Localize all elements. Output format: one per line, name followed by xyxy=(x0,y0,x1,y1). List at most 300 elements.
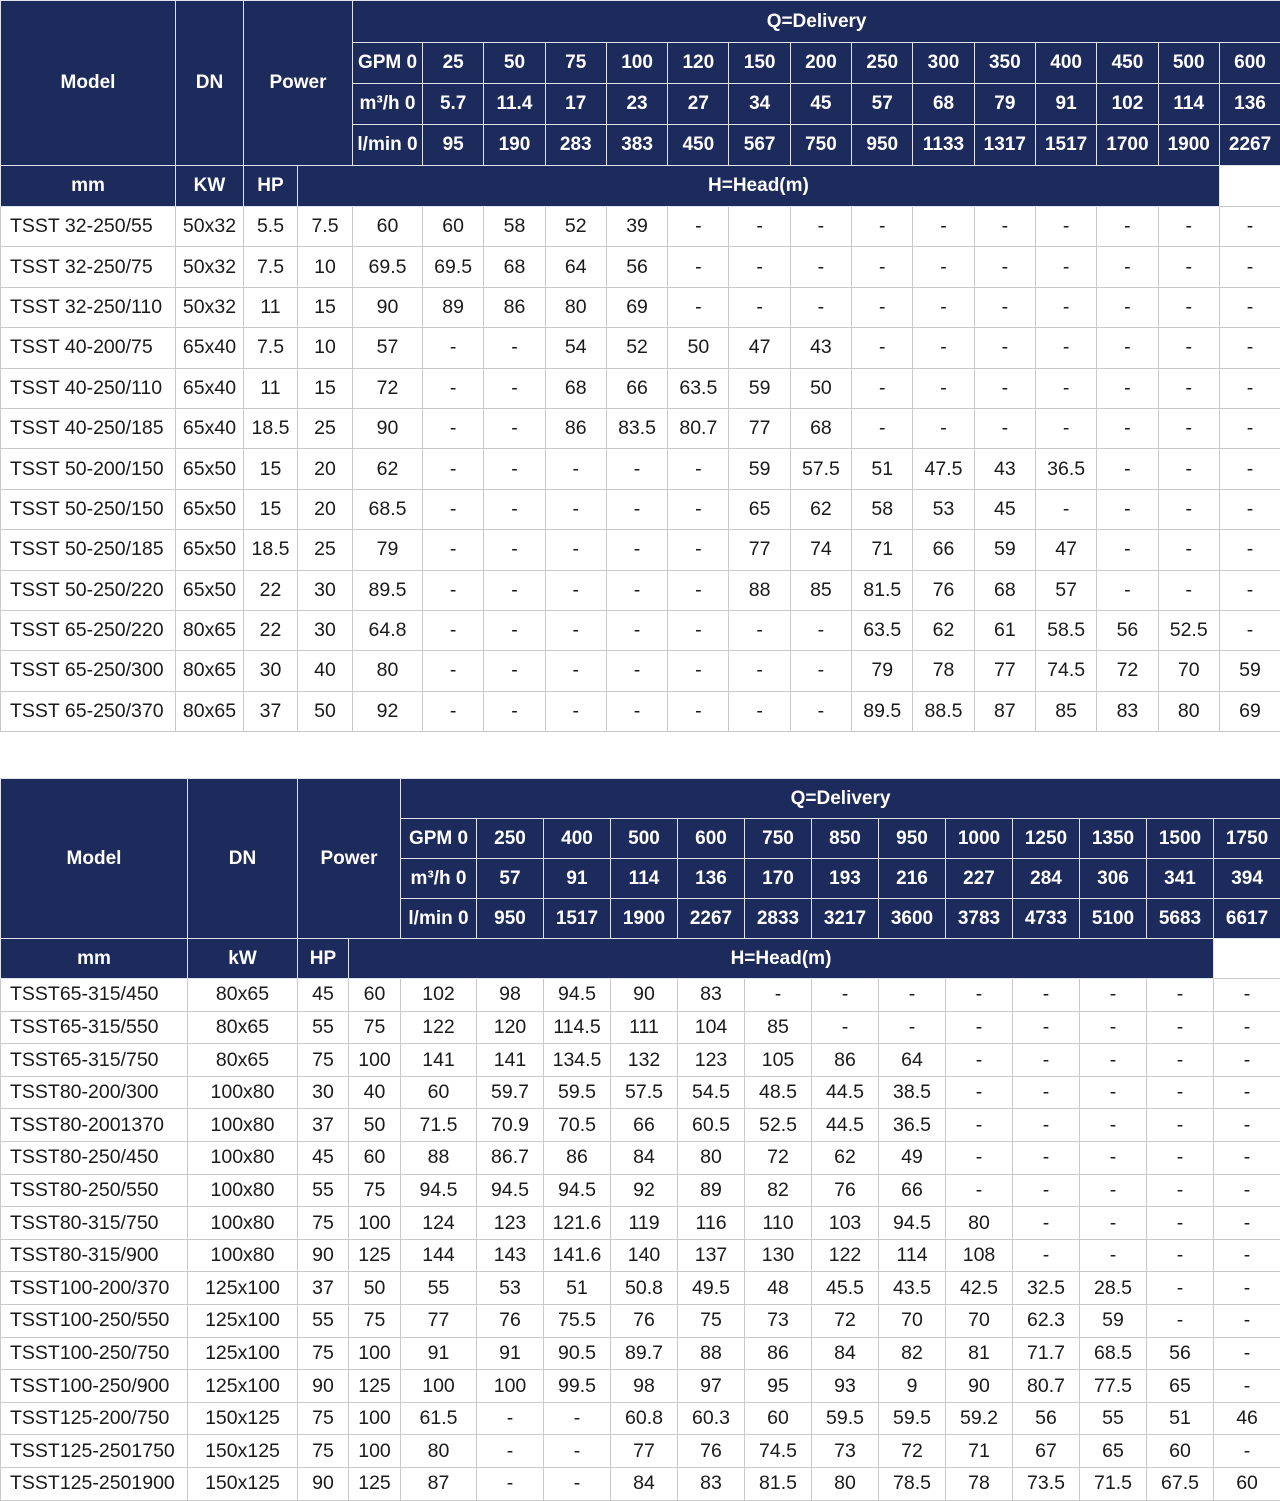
head-value-cell: - xyxy=(606,570,667,610)
table-row xyxy=(1,1370,1280,1403)
model-cell: TSST80-315/750 xyxy=(1,1207,188,1240)
head-value-cell: - xyxy=(946,1174,1013,1207)
head-value-cell: 38.5 xyxy=(879,1076,946,1109)
flow-gpm-header: 950 xyxy=(879,819,946,859)
model-cell: TSST 40-200/75 xyxy=(1,328,176,368)
dn-cell: 50x32 xyxy=(176,207,244,247)
head-value-cell: 103 xyxy=(812,1207,879,1240)
head-value-cell: 89 xyxy=(678,1174,745,1207)
head-value-cell: 93 xyxy=(812,1370,879,1403)
kw-cell: 45 xyxy=(298,979,349,1012)
head-value-cell: 94.5 xyxy=(879,1207,946,1240)
unit-header-kw: KW xyxy=(176,166,244,207)
hp-cell: 100 xyxy=(349,1044,401,1077)
head-value-cell: 90 xyxy=(611,979,678,1012)
head-value-cell: - xyxy=(423,489,484,529)
head-value-cell: - xyxy=(1158,287,1219,327)
head-value-cell: - xyxy=(1013,1011,1080,1044)
head-value-cell: - xyxy=(423,328,484,368)
head-value-cell: - xyxy=(423,408,484,448)
flow-m3h-header: m³/h 0 xyxy=(401,859,477,899)
flow-m3h-header: m³/h 0 xyxy=(353,84,423,125)
head-value-cell: - xyxy=(1219,449,1280,489)
head-value-cell: 88.5 xyxy=(913,691,974,731)
column-header-power: Power xyxy=(298,779,401,939)
head-value-cell: - xyxy=(790,691,851,731)
head-value-cell: 116 xyxy=(678,1207,745,1240)
flow-lmin-header: 1700 xyxy=(1097,125,1158,166)
table-header xyxy=(1,1,1280,207)
head-value-cell: 39 xyxy=(606,207,667,247)
head-value-cell: - xyxy=(545,489,606,529)
head-value-cell: 119 xyxy=(611,1207,678,1240)
head-value-cell: - xyxy=(1097,328,1158,368)
head-value-cell: 84 xyxy=(611,1467,678,1500)
hp-cell: 20 xyxy=(298,449,353,489)
head-value-cell: - xyxy=(974,368,1035,408)
column-header-delivery: Q=Delivery xyxy=(353,1,1280,43)
head-value-cell: 84 xyxy=(611,1142,678,1175)
head-value-cell: - xyxy=(423,691,484,731)
flow-lmin-header: l/min 0 xyxy=(401,899,477,939)
kw-cell: 55 xyxy=(298,1011,349,1044)
head-value-cell: - xyxy=(913,247,974,287)
pump-performance-table-2 xyxy=(0,778,1280,1501)
flow-m3h-header: 91 xyxy=(1035,84,1096,125)
kw-cell: 45 xyxy=(298,1142,349,1175)
unit-header-hp: HP xyxy=(298,939,349,979)
head-value-cell: 94.5 xyxy=(477,1174,544,1207)
hp-cell: 50 xyxy=(349,1272,401,1305)
table-row xyxy=(1,1109,1280,1142)
head-value-cell: - xyxy=(423,651,484,691)
head-value-cell: 57 xyxy=(353,328,423,368)
kw-cell: 55 xyxy=(298,1174,349,1207)
head-value-cell: 9 xyxy=(879,1370,946,1403)
model-cell: TSST80-315/900 xyxy=(1,1239,188,1272)
head-value-cell: 72 xyxy=(353,368,423,408)
flow-m3h-header: 394 xyxy=(1214,859,1280,899)
head-value-cell: - xyxy=(1097,287,1158,327)
head-value-cell: 87 xyxy=(401,1467,477,1500)
dn-cell: 150x125 xyxy=(188,1467,298,1500)
hp-cell: 75 xyxy=(349,1305,401,1338)
head-value-cell: - xyxy=(544,1467,611,1500)
hp-cell: 20 xyxy=(298,489,353,529)
column-header-head: H=Head(m) xyxy=(298,166,1220,207)
head-value-cell: 74.5 xyxy=(1035,651,1096,691)
head-value-cell: 100 xyxy=(477,1370,544,1403)
head-value-cell: - xyxy=(1147,1239,1214,1272)
head-value-cell: 91 xyxy=(401,1337,477,1370)
head-value-cell: - xyxy=(1035,408,1096,448)
head-value-cell: - xyxy=(1214,979,1280,1012)
head-value-cell: 83.5 xyxy=(606,408,667,448)
head-value-cell: 130 xyxy=(745,1239,812,1272)
head-value-cell: 86 xyxy=(484,287,545,327)
flow-m3h-header: 227 xyxy=(946,859,1013,899)
head-value-cell: - xyxy=(668,207,729,247)
head-value-cell: 64 xyxy=(545,247,606,287)
head-value-cell: 62 xyxy=(812,1142,879,1175)
head-value-cell: - xyxy=(1080,979,1147,1012)
head-value-cell: 85 xyxy=(790,570,851,610)
head-value-cell: 72 xyxy=(1097,651,1158,691)
table-header xyxy=(1,779,1280,979)
head-value-cell: - xyxy=(668,530,729,570)
head-value-cell: 55 xyxy=(1080,1402,1147,1435)
flow-gpm-header: 1750 xyxy=(1214,819,1280,859)
flow-lmin-header: 5100 xyxy=(1080,899,1147,939)
flow-m3h-header: 136 xyxy=(1219,84,1280,125)
model-cell: TSST65-315/550 xyxy=(1,1011,188,1044)
head-value-cell: - xyxy=(1035,247,1096,287)
head-value-cell: 85 xyxy=(1035,691,1096,731)
table-row xyxy=(1,489,1280,529)
head-value-cell: - xyxy=(1097,368,1158,408)
column-header-delivery: Q=Delivery xyxy=(401,779,1280,819)
head-value-cell: - xyxy=(1214,1207,1280,1240)
head-value-cell: - xyxy=(1147,979,1214,1012)
head-value-cell: - xyxy=(1158,449,1219,489)
table-row xyxy=(1,1305,1280,1338)
head-value-cell: - xyxy=(1080,1174,1147,1207)
dn-cell: 65x40 xyxy=(176,408,244,448)
head-value-cell: - xyxy=(1214,1174,1280,1207)
flow-gpm-header: 100 xyxy=(606,43,667,84)
head-value-cell: 66 xyxy=(913,530,974,570)
head-value-cell: - xyxy=(974,207,1035,247)
table-row xyxy=(1,570,1280,610)
head-value-cell: 82 xyxy=(745,1174,812,1207)
head-value-cell: - xyxy=(1219,489,1280,529)
flow-m3h-header: 102 xyxy=(1097,84,1158,125)
unit-header-mm: mm xyxy=(1,939,188,979)
head-value-cell: 90 xyxy=(946,1370,1013,1403)
head-value-cell: 59.5 xyxy=(544,1076,611,1109)
head-value-cell: - xyxy=(946,1044,1013,1077)
table-row xyxy=(1,1044,1280,1077)
dn-cell: 50x32 xyxy=(176,287,244,327)
head-value-cell: - xyxy=(1097,570,1158,610)
head-value-cell: - xyxy=(946,1142,1013,1175)
head-value-cell: 78.5 xyxy=(879,1467,946,1500)
head-value-cell: 58 xyxy=(852,489,913,529)
head-value-cell: 64 xyxy=(879,1044,946,1077)
flow-lmin-header: 3783 xyxy=(946,899,1013,939)
head-value-cell: - xyxy=(1147,1305,1214,1338)
flow-lmin-header: 190 xyxy=(484,125,545,166)
head-value-cell: 49 xyxy=(879,1142,946,1175)
kw-cell: 18.5 xyxy=(244,530,298,570)
flow-m3h-header: 136 xyxy=(678,859,745,899)
head-value-cell: 102 xyxy=(401,979,477,1012)
dn-cell: 100x80 xyxy=(188,1109,298,1142)
head-value-cell: - xyxy=(1035,287,1096,327)
flow-lmin-header: 6617 xyxy=(1214,899,1280,939)
head-value-cell: - xyxy=(1158,530,1219,570)
flow-lmin-header: 2267 xyxy=(678,899,745,939)
hp-cell: 10 xyxy=(298,247,353,287)
model-cell: TSST100-250/900 xyxy=(1,1370,188,1403)
head-value-cell: 98 xyxy=(611,1370,678,1403)
head-value-cell: - xyxy=(1219,207,1280,247)
table-row xyxy=(1,368,1280,408)
head-value-cell: 78 xyxy=(913,651,974,691)
head-value-cell: 47 xyxy=(1035,530,1096,570)
head-value-cell: 122 xyxy=(812,1239,879,1272)
head-value-cell: 74 xyxy=(790,530,851,570)
head-value-cell: - xyxy=(1158,489,1219,529)
flow-lmin-header: 4733 xyxy=(1013,899,1080,939)
flow-lmin-header: 383 xyxy=(606,125,667,166)
head-value-cell: 80 xyxy=(812,1467,879,1500)
head-value-cell: 80 xyxy=(678,1142,745,1175)
flow-lmin-header: 3600 xyxy=(879,899,946,939)
unit-header-kw: kW xyxy=(188,939,298,979)
head-value-cell: 81.5 xyxy=(852,570,913,610)
head-value-cell: - xyxy=(1035,489,1096,529)
head-value-cell: 52.5 xyxy=(1158,610,1219,650)
head-value-cell: 124 xyxy=(401,1207,477,1240)
head-value-cell: - xyxy=(668,287,729,327)
head-value-cell: 83 xyxy=(678,979,745,1012)
hp-cell: 25 xyxy=(298,408,353,448)
column-header-power: Power xyxy=(244,1,353,166)
head-value-cell: - xyxy=(946,1076,1013,1109)
head-value-cell: - xyxy=(913,408,974,448)
head-value-cell: 57 xyxy=(1035,570,1096,610)
head-value-cell: 114 xyxy=(879,1239,946,1272)
head-value-cell: 69 xyxy=(606,287,667,327)
head-value-cell: 80.7 xyxy=(668,408,729,448)
head-value-cell: - xyxy=(1097,408,1158,448)
hp-cell: 100 xyxy=(349,1207,401,1240)
head-value-cell: 45 xyxy=(974,489,1035,529)
head-value-cell: - xyxy=(812,1011,879,1044)
head-value-cell: 73 xyxy=(812,1435,879,1468)
head-value-cell: - xyxy=(1219,570,1280,610)
head-value-cell: 91 xyxy=(477,1337,544,1370)
hp-cell: 75 xyxy=(349,1011,401,1044)
model-cell: TSST 50-250/185 xyxy=(1,530,176,570)
head-value-cell: - xyxy=(1158,247,1219,287)
kw-cell: 75 xyxy=(298,1207,349,1240)
dn-cell: 65x50 xyxy=(176,449,244,489)
kw-cell: 75 xyxy=(298,1402,349,1435)
model-cell: TSST65-315/750 xyxy=(1,1044,188,1077)
head-value-cell: 72 xyxy=(879,1435,946,1468)
head-value-cell: - xyxy=(790,287,851,327)
head-value-cell: 60 xyxy=(745,1402,812,1435)
table-row xyxy=(1,1467,1280,1500)
dn-cell: 125x100 xyxy=(188,1305,298,1338)
head-value-cell: - xyxy=(1214,1337,1280,1370)
head-value-cell: 86.7 xyxy=(477,1142,544,1175)
hp-cell: 30 xyxy=(298,610,353,650)
head-value-cell: - xyxy=(1147,1044,1214,1077)
hp-cell: 125 xyxy=(349,1239,401,1272)
model-cell: TSST80-2001370 xyxy=(1,1109,188,1142)
head-value-cell: - xyxy=(1013,1207,1080,1240)
head-value-cell: 77 xyxy=(974,651,1035,691)
head-value-cell: 80 xyxy=(545,287,606,327)
dn-cell: 125x100 xyxy=(188,1370,298,1403)
head-value-cell: - xyxy=(729,691,790,731)
head-value-cell: - xyxy=(1158,570,1219,610)
flow-lmin-header: 1317 xyxy=(974,125,1035,166)
hp-cell: 100 xyxy=(349,1337,401,1370)
head-value-cell: 105 xyxy=(745,1044,812,1077)
flow-m3h-header: 57 xyxy=(477,859,544,899)
head-value-cell: 68.5 xyxy=(1080,1337,1147,1370)
hp-cell: 75 xyxy=(349,1174,401,1207)
flow-m3h-header: 341 xyxy=(1147,859,1214,899)
head-value-cell: 50 xyxy=(668,328,729,368)
head-value-cell: 123 xyxy=(678,1044,745,1077)
flow-gpm-header: 1500 xyxy=(1147,819,1214,859)
head-value-cell: - xyxy=(544,1402,611,1435)
head-value-cell: 62 xyxy=(913,610,974,650)
model-cell: TSST65-315/450 xyxy=(1,979,188,1012)
head-value-cell: - xyxy=(668,449,729,489)
head-value-cell: - xyxy=(1214,1044,1280,1077)
head-value-cell: - xyxy=(1080,1011,1147,1044)
flow-lmin-header: l/min 0 xyxy=(353,125,423,166)
head-value-cell: - xyxy=(1097,207,1158,247)
head-value-cell: - xyxy=(484,651,545,691)
head-value-cell: 60 xyxy=(423,207,484,247)
head-value-cell: 100 xyxy=(401,1370,477,1403)
table-body xyxy=(1,979,1280,1501)
flow-lmin-header: 567 xyxy=(729,125,790,166)
head-value-cell: - xyxy=(606,489,667,529)
model-cell: TSST100-250/550 xyxy=(1,1305,188,1338)
head-value-cell: 68.5 xyxy=(353,489,423,529)
head-value-cell: 66 xyxy=(606,368,667,408)
kw-cell: 90 xyxy=(298,1467,349,1500)
head-value-cell: - xyxy=(729,610,790,650)
head-value-cell: 43.5 xyxy=(879,1272,946,1305)
model-cell: TSST100-250/750 xyxy=(1,1337,188,1370)
head-value-cell: - xyxy=(1080,1044,1147,1077)
head-value-cell: 48 xyxy=(745,1272,812,1305)
model-cell: TSST 65-250/300 xyxy=(1,651,176,691)
head-value-cell: 92 xyxy=(353,691,423,731)
flow-m3h-header: 45 xyxy=(790,84,851,125)
head-value-cell: - xyxy=(1013,1109,1080,1142)
model-cell: TSST80-200/300 xyxy=(1,1076,188,1109)
kw-cell: 5.5 xyxy=(244,207,298,247)
head-value-cell: - xyxy=(1147,1142,1214,1175)
head-value-cell: - xyxy=(606,449,667,489)
head-value-cell: 86 xyxy=(544,1142,611,1175)
flow-m3h-header: 306 xyxy=(1080,859,1147,899)
head-value-cell: 120 xyxy=(477,1011,544,1044)
head-value-cell: - xyxy=(484,570,545,610)
head-value-cell: 52 xyxy=(606,328,667,368)
head-value-cell: 132 xyxy=(611,1044,678,1077)
unit-header-hp: HP xyxy=(244,166,298,207)
hp-cell: 50 xyxy=(349,1109,401,1142)
flow-gpm-header: 750 xyxy=(745,819,812,859)
dn-cell: 80x65 xyxy=(176,691,244,731)
model-cell: TSST80-250/450 xyxy=(1,1142,188,1175)
head-value-cell: - xyxy=(668,610,729,650)
head-value-cell: 36.5 xyxy=(879,1109,946,1142)
table-row xyxy=(1,287,1280,327)
head-value-cell: 73.5 xyxy=(1013,1467,1080,1500)
flow-lmin-header: 283 xyxy=(545,125,606,166)
model-cell: TSST 32-250/55 xyxy=(1,207,176,247)
head-value-cell: 59.5 xyxy=(812,1402,879,1435)
head-value-cell: - xyxy=(484,368,545,408)
head-value-cell: 88 xyxy=(401,1142,477,1175)
head-value-cell: - xyxy=(913,287,974,327)
kw-cell: 11 xyxy=(244,368,298,408)
head-value-cell: 71.7 xyxy=(1013,1337,1080,1370)
model-cell: TSST125-200/750 xyxy=(1,1402,188,1435)
flow-m3h-header: 11.4 xyxy=(484,84,545,125)
head-value-cell: 70.5 xyxy=(544,1109,611,1142)
head-value-cell: - xyxy=(484,610,545,650)
head-value-cell: 77 xyxy=(401,1305,477,1338)
head-value-cell: - xyxy=(606,530,667,570)
kw-cell: 18.5 xyxy=(244,408,298,448)
flow-gpm-header: 350 xyxy=(974,43,1035,84)
column-header-head: H=Head(m) xyxy=(349,939,1214,979)
unit-header-mm: mm xyxy=(1,166,176,207)
head-value-cell: 59.5 xyxy=(879,1402,946,1435)
head-value-cell: 99.5 xyxy=(544,1370,611,1403)
head-value-cell: 76 xyxy=(477,1305,544,1338)
head-value-cell: 71.5 xyxy=(1080,1467,1147,1500)
head-value-cell: - xyxy=(790,207,851,247)
head-value-cell: 59.7 xyxy=(477,1076,544,1109)
table-row xyxy=(1,1142,1280,1175)
head-value-cell: 44.5 xyxy=(812,1109,879,1142)
head-value-cell: - xyxy=(1097,247,1158,287)
head-value-cell: 66 xyxy=(879,1174,946,1207)
table-row xyxy=(1,207,1280,247)
head-value-cell: - xyxy=(974,247,1035,287)
head-value-cell: - xyxy=(545,530,606,570)
head-value-cell: - xyxy=(1158,408,1219,448)
head-value-cell: - xyxy=(729,287,790,327)
head-value-cell: 79 xyxy=(852,651,913,691)
head-value-cell: 58.5 xyxy=(1035,610,1096,650)
head-value-cell: - xyxy=(1097,489,1158,529)
head-value-cell: 44.5 xyxy=(812,1076,879,1109)
head-value-cell: 69.5 xyxy=(423,247,484,287)
head-value-cell: - xyxy=(729,247,790,287)
hp-cell: 50 xyxy=(298,691,353,731)
kw-cell: 75 xyxy=(298,1044,349,1077)
head-value-cell: 62 xyxy=(790,489,851,529)
hp-cell: 15 xyxy=(298,287,353,327)
head-value-cell: 114.5 xyxy=(544,1011,611,1044)
kw-cell: 7.5 xyxy=(244,247,298,287)
table-row xyxy=(1,1207,1280,1240)
head-value-cell: 51 xyxy=(1147,1402,1214,1435)
head-value-cell: 51 xyxy=(852,449,913,489)
head-value-cell: 89.5 xyxy=(852,691,913,731)
dn-cell: 100x80 xyxy=(188,1076,298,1109)
head-value-cell: - xyxy=(477,1435,544,1468)
head-value-cell: 69.5 xyxy=(353,247,423,287)
flow-gpm-header: 120 xyxy=(668,43,729,84)
head-value-cell: 58 xyxy=(484,207,545,247)
